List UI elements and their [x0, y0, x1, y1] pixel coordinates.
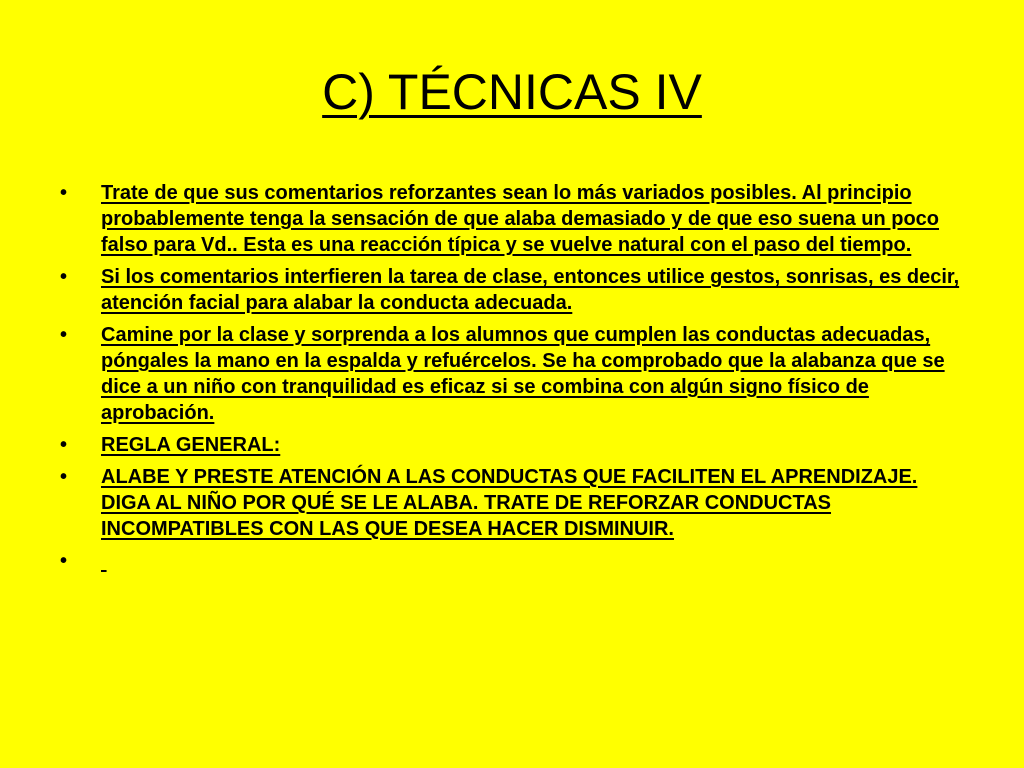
bullet-text: Camine por la clase y sorprenda a los alumnos que cumplen las conductas adecuadas, póngales la mano en la espalda y refuércelos. Se ha comprobado que la alabanza que se dice a un niño con tranquilidad es eficaz si se combina con algún signo físico de aprobación.	[101, 324, 945, 424]
slide-title	[0, 62, 1024, 122]
bullet-text	[101, 550, 107, 572]
slide-title-text: C) TÉCNICAS IV	[322, 64, 702, 120]
bullet-item	[60, 180, 960, 258]
bullet-item	[60, 432, 960, 458]
bullet-dot-icon: •	[60, 266, 68, 288]
bullet-list	[60, 180, 960, 580]
bullet-dot-icon: •	[60, 182, 68, 204]
bullet-dot-icon: •	[60, 466, 68, 488]
bullet-text: REGLA GENERAL:	[101, 434, 281, 456]
bullet-item	[60, 548, 960, 574]
bullet-item	[60, 464, 960, 542]
bullet-text: ALABE Y PRESTE ATENCIÓN A LAS CONDUCTAS QUE FACILITEN EL APRENDIZAJE. DIGA AL NIÑO POR QUÉ SE LE ALABA. TRATE DE REFORZAR CONDUCTAS INCOMPATIBLES CON LAS QUE DESEA HACER DISMINUIR.	[101, 466, 918, 540]
bullet-item	[60, 264, 960, 316]
bullet-text: Trate de que sus comentarios reforzantes sean lo más variados posibles. Al principio probablemente tenga la sensación de que alaba demasiado y de que eso suena un poco falso para Vd.. Esta es una reacción típica y se vuelve natural con el paso del tiempo.	[101, 182, 940, 256]
bullet-dot-icon: •	[60, 434, 68, 456]
bullet-item	[60, 322, 960, 426]
bullet-dot-icon: •	[60, 324, 68, 346]
bullet-dot-icon: •	[60, 550, 68, 572]
bullet-text: Si los comentarios interfieren la tarea de clase, entonces utilice gestos, sonrisas, es decir, atención facial para alabar la conducta adecuada.	[101, 266, 960, 314]
